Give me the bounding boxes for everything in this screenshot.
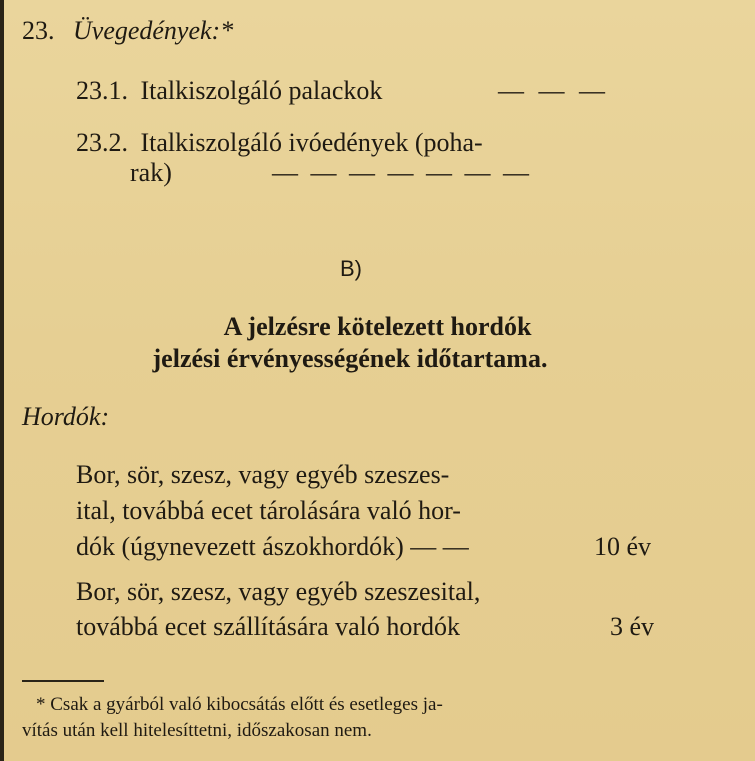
- item-23-2-text: Italkiszolgáló ivóedények (poha-: [140, 128, 483, 157]
- section-23-number: 23.: [22, 16, 55, 45]
- barrel-entry-1-line1: Bor, sör, szesz, vagy egyéb szeszes-: [76, 460, 450, 489]
- barrel-entry-1-line3: dók (úgynevezett ászokhordók) — —: [76, 532, 469, 561]
- footnote-line1: * Csak a gyárból való kibocsátás előtt és esetleges ja-: [36, 694, 443, 715]
- section-23-title: Üvegedények:*: [73, 16, 234, 45]
- barrel-entry-2-line1: Bor, sör, szesz, vagy egyéb szeszesital,: [76, 577, 481, 606]
- barrel-entry-1-line2: ital, továbbá ecet tárolására való hor-: [76, 496, 461, 525]
- item-23-1: [76, 76, 382, 106]
- item-23-2-number: 23.2.: [76, 128, 128, 157]
- left-edge-rule: [0, 0, 4, 761]
- item-23-1-leader: — — —: [498, 76, 609, 105]
- footnote-line2: vítás után kell hitelesíttetni, időszakosan nem.: [22, 720, 372, 741]
- section-b-title-line2: jelzési érvényességének időtartama.: [152, 344, 548, 373]
- footnote-rule: [22, 680, 104, 682]
- barrel-entry-2-value: 3 év: [610, 612, 655, 641]
- item-23-1-text: Italkiszolgáló palackok: [140, 76, 383, 105]
- item-23-2-line2: rak): [130, 158, 172, 187]
- barrel-entry-1-value: 10 év: [594, 532, 652, 561]
- barrels-label: Hordók:: [22, 402, 110, 431]
- section-23-heading: [22, 16, 233, 46]
- barrel-entry-2-line2: továbbá ecet szállítására való hordók: [76, 612, 461, 641]
- item-23-2-leader: — — — — — — —: [272, 158, 532, 187]
- section-b-title-line1: A jelzésre kötelezett hordók: [223, 312, 532, 341]
- item-23-1-number: 23.1.: [76, 76, 128, 105]
- section-b-heading: B): [340, 256, 362, 281]
- item-23-2-line1: [76, 128, 483, 158]
